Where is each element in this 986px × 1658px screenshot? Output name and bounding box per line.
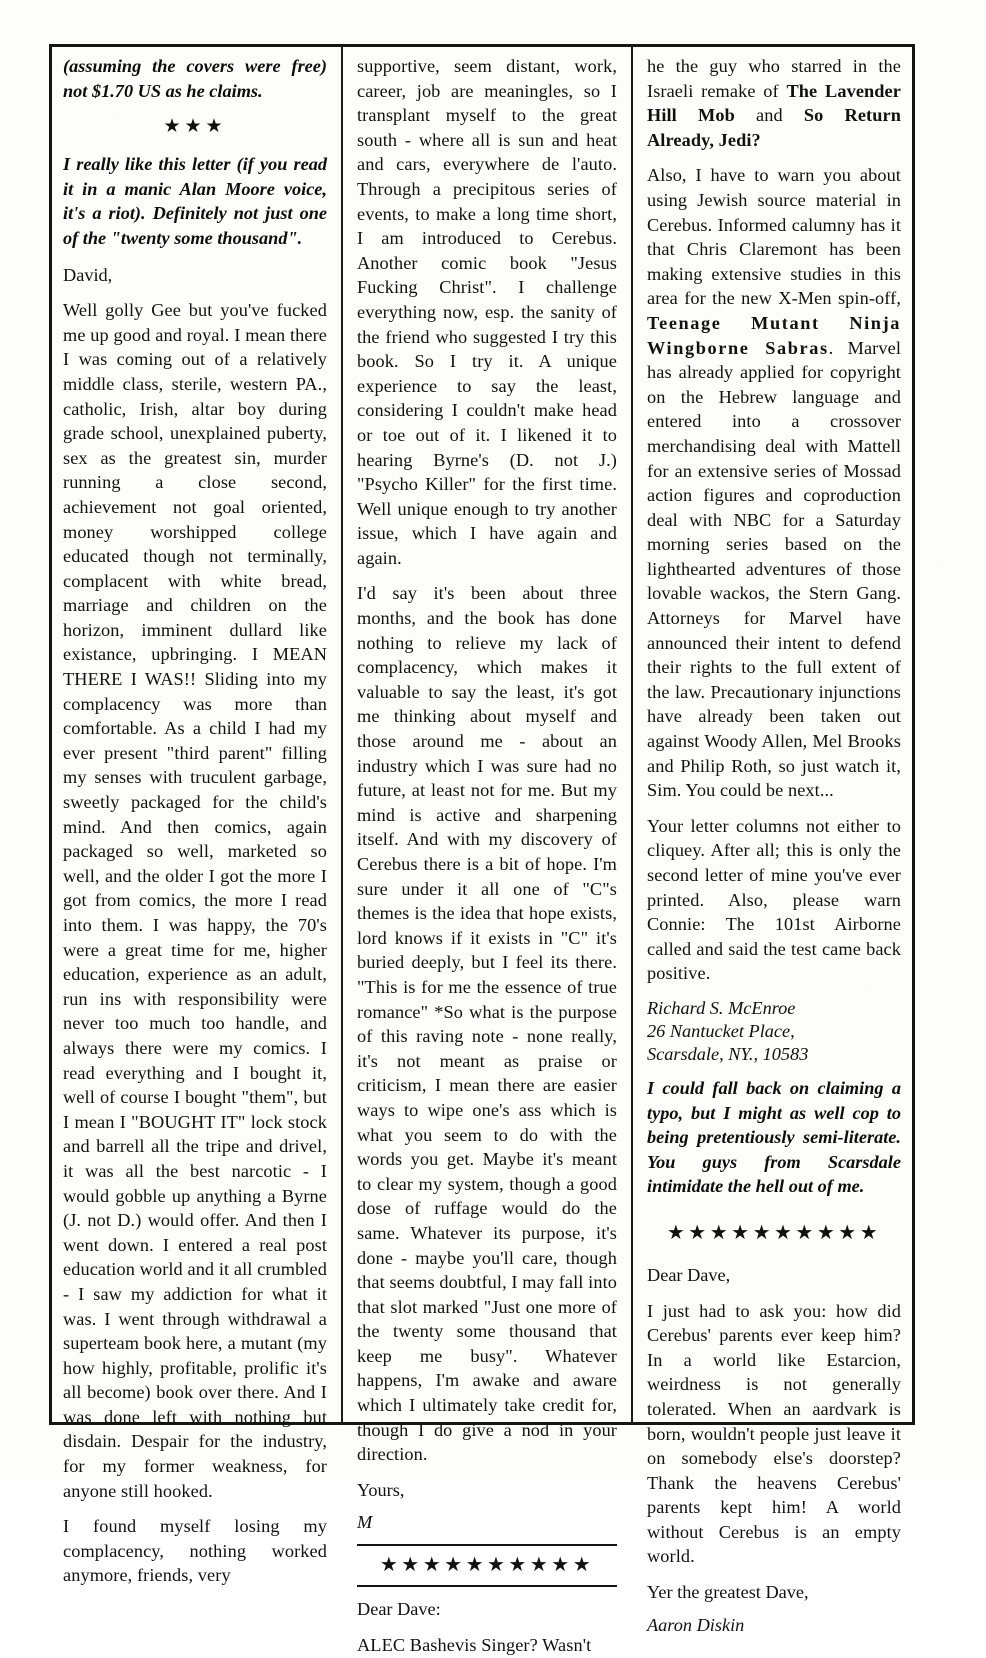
letter-paragraph: supportive, seem distant, work, career, job are meaningles, so I transplant myself to the great south - where all is sun and heat and cars, everywhere de l'auto. Through a precipitous series of events, to make a long time short, I am introduced to Cerebus. Another comic book "Jesus Fucking Christ". I challenge everything now, esp. the sanity of the friend who suggested I try this book. So I try it. A unique experience to say the least, considering I couldn't make head or toe out of it. I likened it to hearing Byrne's (D. not J.) "Psycho Killer" for the first time. Well unique enough to try another issue, which I have again and again. — [357, 56, 617, 568]
letter-signature: M — [357, 1512, 373, 1533]
letter-paragraph — [647, 163, 901, 802]
signature-city: Scarsdale, NY., 10583 — [647, 1043, 809, 1064]
paragraph-text-mid: and — [734, 105, 804, 126]
ten-star-letter-divider: ★★★★★★★★★★ — [357, 1544, 617, 1587]
editor-intro-note: I really like this letter (if you read it in a manic Alan Moore voice, it's a riot). Definitely not just one of the "twenty some thousand". — [63, 154, 327, 248]
column-one — [49, 44, 341, 1586]
letter-signature: Aaron Diskin — [647, 1614, 745, 1635]
letter-closing: Yer the greatest Dave, — [647, 1582, 809, 1603]
letter-salutation: Dear Dave, — [647, 1264, 731, 1285]
paragraph-text-lead: he the guy who starred in the Israeli remake of — [647, 56, 901, 101]
column-three — [633, 44, 915, 1635]
column-two — [341, 44, 633, 1656]
letter-paragraph: I just had to ask you: how did Cerebus' parents ever keep him? In a world like Estarcion, weirdness is not generally tolerated. When an aardvark is born, wouldn't people just leave it on somebody else's doorstep? Thank the heavens Cerebus' parents kept him! A world without Cerebus is an empty world. — [647, 1300, 901, 1567]
letter-salutation: Dear Dave: — [357, 1599, 441, 1620]
paragraph-text-tail: . Marvel has already applied for copyright on the Hebrew language and entered into a crossover merchandising deal with Mattell for an extensive series of Mossad action figures and coproduction deal with NBC for a Saturday morning series based on the lighthearted adventures of those lovable wackos, the Stern Gang. Attorneys for Marvel have announced their intent to defend their rights to the full extent of the law. Precautionary injunctions have already been taken out against Woody Allen, Mel Brooks and Philip Roth, so just watch it, Sim. You could be next... — [647, 337, 902, 801]
comic-title-teenage-mutant-ninja-wingborne-sabras: Teenage Mutant Ninja Wingborne Sabras — [647, 312, 901, 358]
letter-closing: Yours, — [357, 1479, 405, 1500]
letter-signature-block — [647, 997, 901, 1066]
letter-salutation: David, — [63, 264, 113, 285]
letter-paragraph: ALEC Bashevis Singer? Wasn't — [357, 1635, 592, 1656]
editor-reply-note: I could fall back on claiming a typo, but I might as well cop to being pretentiously semi-literate. You guys from Scarsdale intimidate the hell out of me. — [647, 1077, 901, 1197]
film-title-so-return-already-jedi: So Return Already, Jedi? — [647, 105, 901, 150]
letter-paragraph: Well golly Gee but you've fucked me up good and royal. I mean there I was coming out of a relatively middle class, sterile, western PA., catholic, Irish, altar boy during grade school, unexplained puberty, sex as the greatest sin, murder running a close second, achievement not goal oriented, money worshipped college educated though not terminally, complacent with white bread, marriage and children on the horizon, imminent dullard like existance, upbringing. I MEAN THERE I WAS!! Sliding into my complacency was more than comfortable. As a child I had my ever present "third parent" filling my senses with truculent garbage, sweetly packaged for the child's mind. And then comics, again packaged so well, marketed so well, and the older I got the more I got from comics, the more I read into them. I was happy, the 70's were a great time for me, higher education, experience as an adult, run ins with responsibility were never too much too handle, and always there were my comics. I read everything and I bought it, well of course I bought "them", but I mean I "BOUGHT IT" lock stock and barrell all the tripe and drivel, it was all the best narcotic - I would gobble up anything a Byrne (J. not D.) would offer. And then I went down. I entered a real post education world and it all crumbled - I saw my addiction for what it was. I went through withdrawal a superteam book here, a mutant (my how highly, profitable, prolific it's all become) book over there. And I was done left with nothing but disdain. Despair for the industry, for my former weakness, for anyone still hooked. — [63, 300, 327, 1501]
three-star-divider: ★★★ — [163, 116, 227, 138]
letters-page-columns — [49, 44, 915, 1656]
letter-paragraph: I found myself losing my complacency, nothing worked anymore, friends, very — [63, 1516, 327, 1586]
signature-street: 26 Nantucket Place, — [647, 1020, 795, 1041]
letter-paragraph: I'd say it's been about three months, and the book has done nothing to relieve my lack of complacency, which makes it valuable to say the least, it's got me thinking about myself and those around me - about an industry which I was sure had no future, at least not for me. But my mind is active and sharpening itself. And with my discovery of Cerebus there is a bit of hope. I'm sure under it all one of "C"s themes is the idea that hope exists, lord knows if it exists in "C" it's buried deeply, but I feel its there. "This is for me the essence of true romance" *So what is the purpose of this raving note - none really, it's not meant as praise or criticism, I mean there are easier ways to wipe one's ass which is what you seem to do with the words you get. Maybe it's meant to clear my system, though a good dose of ruffage would do the same. Whatever its purpose, it's done - maybe you'll care, though that seems doubtful, I may fall into that slot marked "Just one more of the twenty some thousand that keep me busy". Whatever happens, I'm awake and aware which I ultimately take credit for, though I do give a nod in your direction. — [357, 583, 617, 1465]
letter-paragraph — [647, 54, 901, 152]
paragraph-text-lead: Also, I have to warn you about using Jewish source material in Cerebus. Informed calumny has it that Chris Claremont has been making extensive studies in this area for the new X-Men spin-off, — [647, 165, 901, 309]
letter-paragraph: Your letter columns not either to cliquey. After all; this is only the second letter of mine you've ever printed. Also, please warn Connie: The 101st Airborne called and said the test came back positive. — [647, 815, 901, 984]
signature-name: Richard S. McEnroe — [647, 997, 796, 1018]
editor-note-top: (assuming the covers were free) not $1.70 US as he claims. — [63, 56, 327, 101]
film-title-lavender-hill-mob: The Lavender Hill Mob — [647, 80, 901, 126]
ten-star-letter-divider: ★★★★★★★★★★ — [666, 1221, 882, 1244]
